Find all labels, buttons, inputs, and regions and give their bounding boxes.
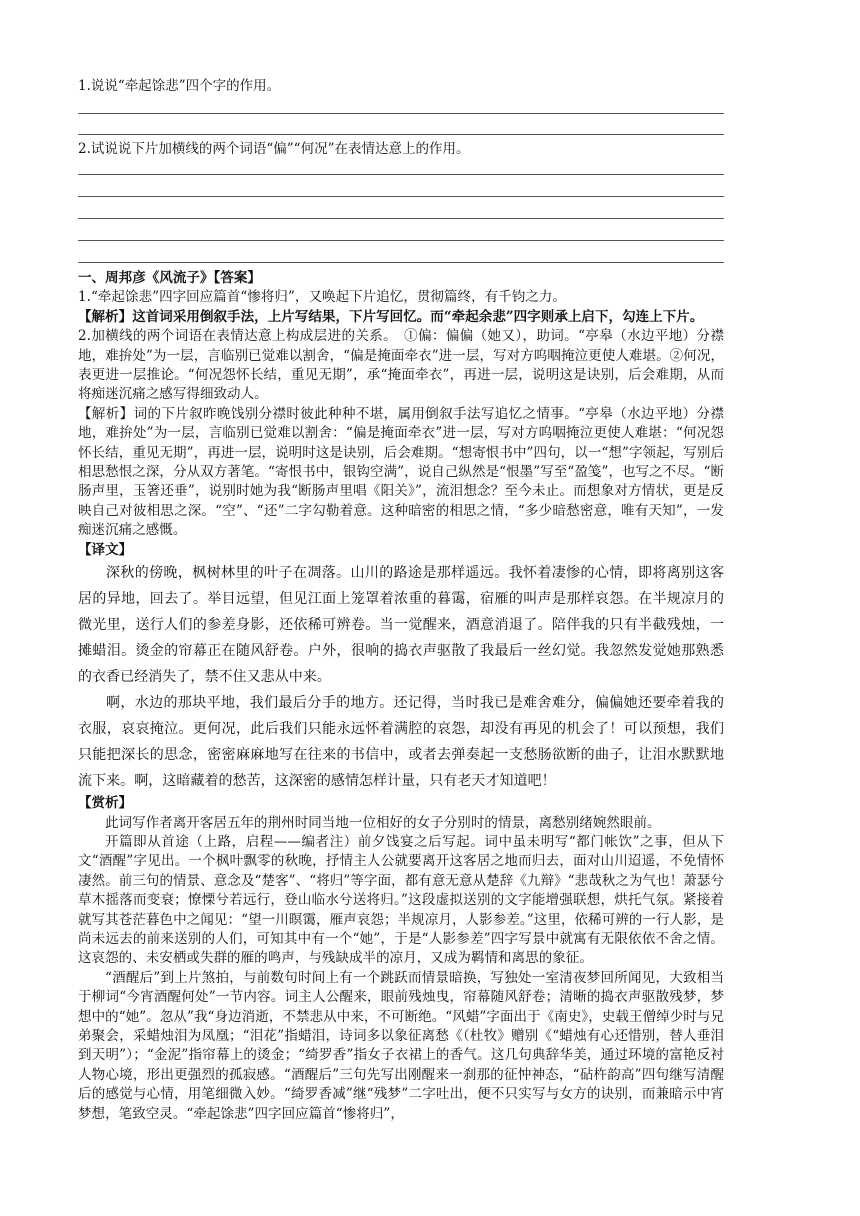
answer-section xyxy=(78,269,724,1124)
translation-paragraph-2: 啊，水边的那块平地，我们最后分手的地方。还记得，当时我已是难舍难分，偏偏她还要牵着我的衣服，哀哀掩泣。更何况，此后我们只能永远怀着满腔的哀怨，却没有再见的机会了！可以预想，我们只能把深长的思念，密密麻麻地写在往来的书信中，或者去弹奏起一支愁肠欲断的曲子，让泪水默默地流下来。啊，这暗藏着的愁苦，这深密的感情怎样计量，只有老天才知道吧！ xyxy=(78,695,724,790)
appreciation-title: 【赏析】 xyxy=(78,795,133,812)
answer-line xyxy=(78,240,724,241)
translation-paragraph-1: 深秋的傍晚，枫树林里的叶子在凋落。山川的路途是那样遥远。我怀着凄惨的心情，即将离别这客居的异地，回去了。举目远望，但见江面上笼罩着浓重的暮霭，宿雁的叫声是那样哀怨。在半规凉月的微光里，送行人们的参差身影，还依稀可辨卷。当一觉醒来，酒意消退了。陪伴我的只有半截残烛，一摊蜡泪。烫金的帘幕正在随风舒卷。户外，很响的捣衣声驱散了我最后一丝幻觉。我忽然发觉她那熟悉的衣香已经消失了，禁不住又悲从中来。 xyxy=(78,565,724,686)
analysis-1: 【解析】这首词采用倒叙手法，上片写结果，下片写回忆。而“牵起余悲”四字则承上启下，勾连上下片。 xyxy=(78,308,704,325)
appreciation-paragraph-1: 此词写作者离开客居五年的荆州时同当地一位相好的女子分别时的情景，离愁别绪婉然眼前。 xyxy=(105,814,661,831)
answer-line xyxy=(78,113,724,114)
question-1: 1.说说“牵起馀悲”四个字的作用。 xyxy=(78,78,281,94)
appreciation-paragraph-2: 开篇即从首途（上路，启程——编者注）前夕饯宴之后写起。词中虽未明写“都门帐饮”之事，但从下文“酒醒”字见出。一个枫叶飘零的秋晚，抒情主人公就要离开这客居之地而归去，面对山川迢遥，不免情怀凄然。前三句的情景、意念及“楚客”、“将归”等字面，都有意无意从楚辞《九辩》“悲哉秋之为气也！萧瑟兮草木摇落而变衰；憭慄兮若远行，登山临水兮送将归。”这段虚拟送别的文字能增强联想，烘托气氛。紧接着就写其苍茫暮色中之闻见：“望一川暝霭，雁声哀怨；半规凉月，人影参差。”这里，依稀可辨的一行人影，是尚未远去的前来送别的人们，可知其中有一个“她”，于是“人影参差”四字写景中就寓有无限依依不舍之情。这哀怨的、未安栖或失群的雁的鸣声，与残缺成半的凉月，又成为羁情和离思的象征。 xyxy=(78,833,724,967)
analysis-2: 【解析】词的下片叙昨晚饯别分襟时彼此种种不堪，属用倒叙手法写追忆之情事。“亭皋（水边平地）分襟地，难拚处”为一层，言临别已觉难以割舍：“偏是掩面牵衣”进一层，写对方呜咽掩泣更使人难堪：“何况怨怀长结，重见无期”，再进一层，说明时这是诀别，后会难期。“想寄恨书中”四句，以一“想”字领起，写别后相思愁恨之深，分从双方著笔。“寄恨书中，银钩空满”，说自己纵然是“恨墨”写至“盈笺”，也写之不尽。“断肠声里，玉箸还垂”，说别时她为我“断肠声里唱《阳关》”，流泪想念？至今未止。而想象对方情状，更是反映自己对彼相思之深。“空”、“还”二字勾勒着意。这种暗密的相思之情，“多少暗愁密意，唯有天知”，一发痴迷沉痛之感慨。 xyxy=(78,405,724,539)
answer-line xyxy=(78,262,724,263)
answer-line xyxy=(78,174,724,175)
appreciation-paragraph-3: “酒醒后”到上片煞拍，与前数句时间上有一个跳跃而情景暗换，写独处一室清夜梦回所闻见，大致相当于柳词“今宵酒醒何处”一节内容。词主人公醒来，眼前残烛曳，帘幕随风舒卷；清晰的捣衣声驱散残梦，梦想中的“她”。忽从”我“身边消逝，不禁悲从中来，不可断绝。“风蜡”字面出于《南史》，史载王僧绰少时与兄弟聚会，采蜡烛泪为凤凰；“泪花”指蜡泪，诗词多以象征离愁《（杜牧》赠别《“蜡烛有心还惜别，替人垂泪到天明”）；“金泥”指帘幕上的烫金；“绮罗香”指女子衣裙上的香气。这几句典辞华美，通过环境的富艳反衬人物心境，形出更强烈的孤寂感。“酒醒后”三句先写出刚醒来一刹那的征忡神态，“砧杵韵高”四句继写清醒后的感觉与心情，用笔细微入妙。“绮罗香减”继“残梦”二字吐出，便不只实写与女方的诀别，而兼暗示中宵梦想，笔致空灵。“牵起馀悲”四字回应篇首“惨将归”， xyxy=(78,969,724,1122)
answer-2: 2.加横线的两个词语在表情达意上构成层进的关系。 ①偏：偏偏（她又），助词。“亭皋（水边平地）分襟地，难拚处”为一层，言临别已觉难以割舍，“偏是掩面牵衣”进一层，写对方呜咽掩泣更使人难堪。②何况，表更进一层推论。“何况怨怀长结，重见无期”，承“掩面牵衣”，再进一层，说明这是诀别，后会难期，从而将痴迷沉痛之感写得细致动人。 xyxy=(78,328,724,403)
answer-line xyxy=(78,134,724,135)
answer-title: 一、周邦彦《风流子》【答案】 xyxy=(78,270,261,286)
answer-line xyxy=(78,218,724,219)
question-2: 2.试说说下片加横线的两个词语“偏”“何况”在表情达意上的作用。 xyxy=(78,141,470,157)
translation-title: 【译文】 xyxy=(78,541,133,558)
answer-1: 1.“牵起馀悲”四字回应篇首“惨将归”，又唤起下片追忆，贯彻篇终，有千钧之力。 xyxy=(78,289,566,306)
answer-line xyxy=(78,196,724,197)
